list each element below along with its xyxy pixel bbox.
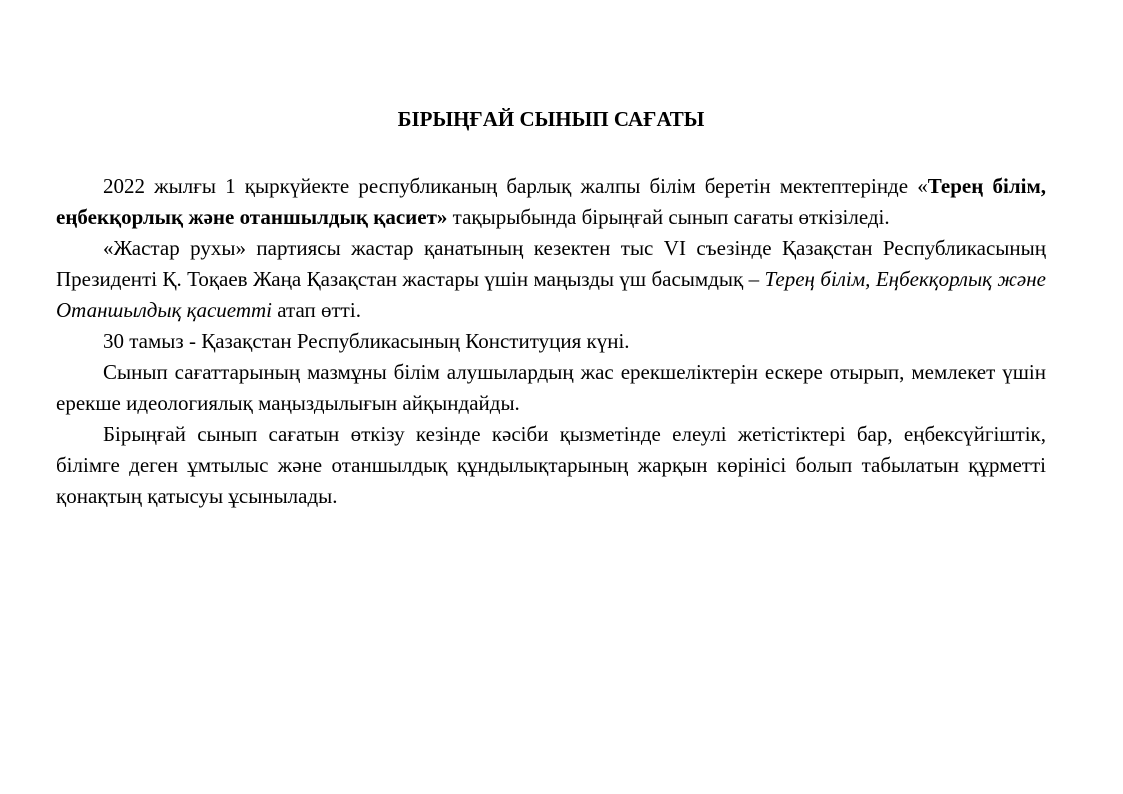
paragraph-3: 30 тамыз - Қазақстан Республикасының Конституция күні.: [103, 329, 630, 353]
paragraph-2: [56, 233, 1046, 326]
paragraph-1-closing-quote: »: [436, 205, 448, 229]
paragraph-2-text-a: «Жастар рухы» партиясы жастар қанатының кезектен тыс VI съезінде Қазақстан Республикасының Президенті Қ. Тоқаев Жаңа Қазақстан жастары үшін маңызды үш басымдық –: [56, 236, 1046, 291]
paragraph-1-text-b: тақырыбында бірыңғай сынып сағаты өткізіледі.: [447, 205, 890, 229]
document-title: БІРЫҢҒАЙ СЫНЫП САҒАТЫ: [397, 107, 705, 131]
paragraph-2-text-b: атап өтті.: [272, 298, 361, 322]
paragraph-2-italic-priorities: Терең білім, Еңбекқорлық және Отаншылдық қасиетті: [56, 267, 1046, 322]
document-page: [56, 104, 1046, 512]
paragraph-1-text-a: 2022 жылғы 1 қыркүйекте республиканың барлық жалпы білім беретін мектептерінде «: [103, 174, 928, 198]
paragraph-5: Бірыңғай сынып сағатын өткізу кезінде кәсіби қызметінде елеулі жетістіктері бар, еңбексүйгіштік, білімге деген ұмтылыс және отаншылдық құндылықтарының жарқын көрінісі болып табылатын құрметті қонақтың қатысуы ұсынылады.: [56, 422, 1046, 508]
paragraph-1: [56, 171, 1046, 233]
paragraph-4: Сынып сағаттарының мазмұны білім алушылардың жас ерекшеліктерін ескере отырып, мемлекет үшін ерекше идеологиялық маңыздылығын айқындайды.: [56, 360, 1046, 415]
paragraph-1-bold-topic: Терең білім, еңбекқорлық және отаншылдық қасиет: [56, 174, 1046, 229]
